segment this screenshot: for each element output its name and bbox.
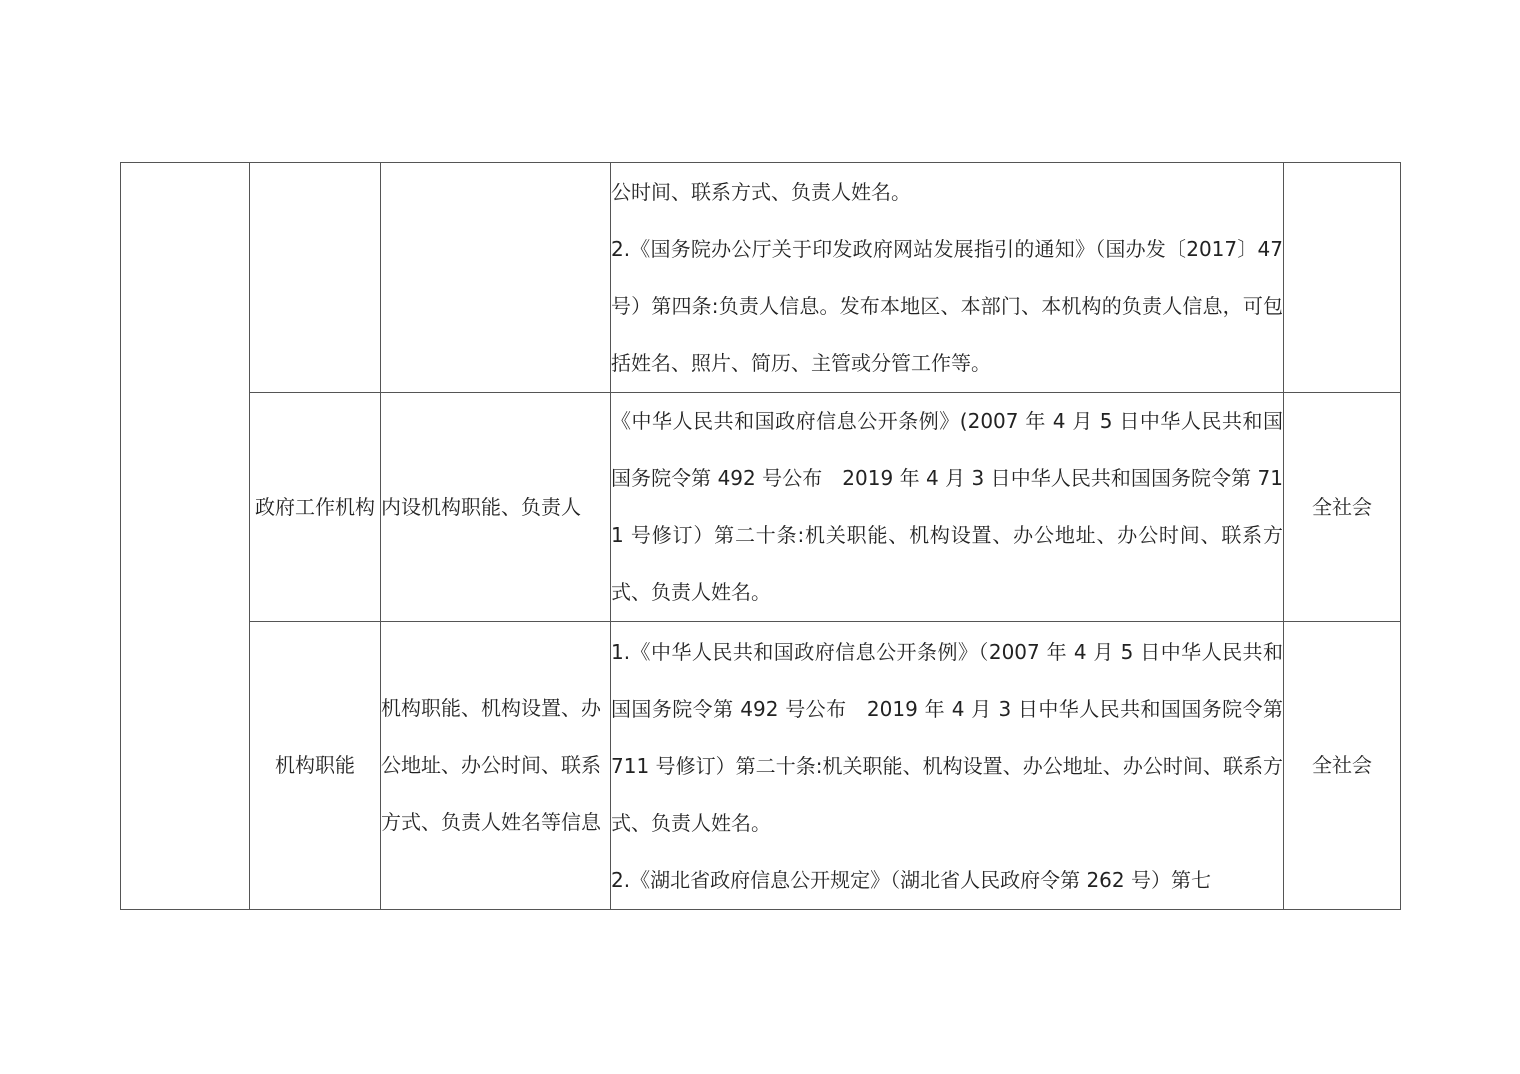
scope-cell: 全社会 xyxy=(1284,393,1401,622)
basis-paragraph: 《中华人民共和国政府信息公开条例》(2007 年 4 月 5 日中华人民共和国国务院令第 492 号公布 2019 年 4 月 3 日中华人民共和国国务院令第 711 号修订）第二十条:机关职能、机构设置、办公地址、办公时间、联系方式、负责人姓名。 xyxy=(611,409,1283,604)
disclosure-table xyxy=(120,162,1401,910)
table-row xyxy=(121,622,1401,910)
basis-cell xyxy=(611,163,1284,393)
basis-paragraph: 1.《中华人民共和国政府信息公开条例》（2007 年 4 月 5 日中华人民共和国国务院令第 492 号公布 2019 年 4 月 3 日中华人民共和国国务院令第 711 号修订）第二十条:机关职能、机构设置、办公地址、办公时间、联系方式、负责人姓名。 xyxy=(611,640,1283,835)
content-cell: 机构职能、机构设置、办公地址、办公时间、联系方式、负责人姓名等信息 xyxy=(381,622,611,910)
basis-paragraph: 2.《湖北省政府信息公开规定》（湖北省人民政府令第 262 号）第七 xyxy=(611,868,1211,892)
category-cell xyxy=(121,163,250,910)
content-cell xyxy=(381,163,611,393)
scope-cell: 全社会 xyxy=(1284,622,1401,910)
item-cell: 机构职能 xyxy=(250,622,381,910)
basis-cell xyxy=(611,393,1284,622)
basis-paragraph: 2.《国务院办公厅关于印发政府网站发展指引的通知》（国办发〔2017〕47 号）第四条:负责人信息。发布本地区、本部门、本机构的负责人信息，可包括姓名、照片、简历、主管或分管工作等。 xyxy=(611,237,1283,375)
table-row xyxy=(121,163,1401,393)
table-row xyxy=(121,393,1401,622)
item-cell: 政府工作机构 xyxy=(250,393,381,622)
basis-cell xyxy=(611,622,1284,910)
scope-cell xyxy=(1284,163,1401,393)
item-cell xyxy=(250,163,381,393)
content-cell: 内设机构职能、负责人 xyxy=(381,393,611,622)
basis-paragraph: 公时间、联系方式、负责人姓名。 xyxy=(611,180,911,204)
